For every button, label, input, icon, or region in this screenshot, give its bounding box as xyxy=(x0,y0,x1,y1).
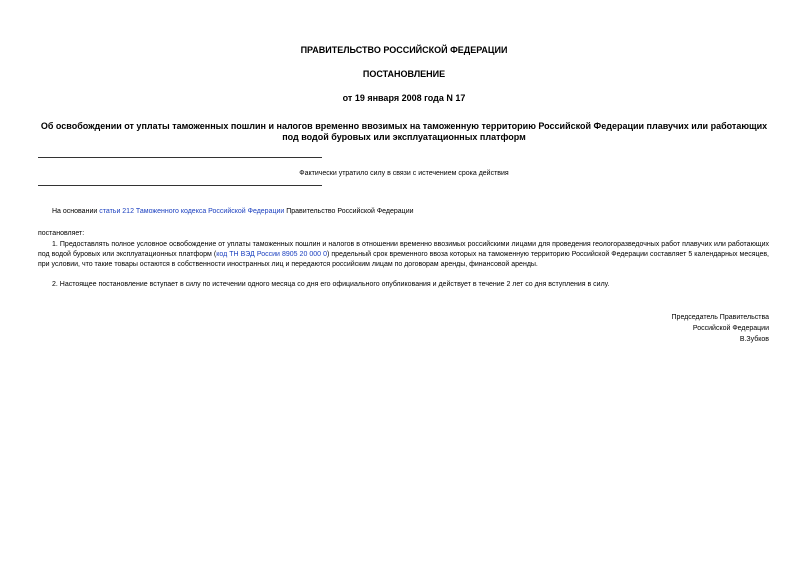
document-date-number: от 19 января 2008 года N 17 xyxy=(342,93,466,103)
status-note: Фактически утратило силу в связи с истечением срока действия xyxy=(299,170,509,177)
issuing-authority: ПРАВИТЕЛЬСТВО РОССИЙСКОЙ ФЕДЕРАЦИИ xyxy=(300,45,508,55)
decides-label: постановляет: xyxy=(38,230,85,237)
tax-code-article-link[interactable]: статьи 212 Таможенного кодекса Российской Федерации xyxy=(99,208,285,215)
clause-1-text-b: ) предельный срок временного ввоза которых на таможенную территорию Российской Федерации составляет 5 календарных месяцев, при условии, что такие товары остаются в собственности иностранных лиц и передаются российским лицам по договорам аренды, финансовой аренды. xyxy=(38,251,769,268)
preamble-prefix: На основании xyxy=(52,208,100,215)
signature-title-line-2: Российской Федерации xyxy=(692,325,769,332)
signature-block xyxy=(569,312,769,345)
signatory-name: В.Зубков xyxy=(739,336,769,343)
document-title-line-1: Об освобождении от уплаты таможенных пошлин и налогов временно ввозимых на таможенную территорию Российской Федерации плавучих или работающих xyxy=(40,121,768,131)
signature-title-line-1: Председатель Правительства xyxy=(671,314,769,321)
clause-2: 2. Настоящее постановление вступает в силу по истечении одного месяца со дня его официального опубликования и действует в течение 2 лет со дня вступления в силу. xyxy=(52,281,610,288)
clause-1-text-a: 1. Предоставлять полное условное освобождение от уплаты таможенных пошлин и налогов в отношении временно ввозимых российскими лицами для проведения геологоразведочных работ плавучих или работающих под водой буровых или эксплуатационных платформ ( xyxy=(38,241,769,258)
clause-1 xyxy=(38,240,769,270)
document-title xyxy=(36,121,772,143)
divider-top xyxy=(38,157,322,158)
divider-bottom xyxy=(38,185,322,186)
preamble-suffix: Правительство Российской Федерации xyxy=(284,208,414,215)
document-title-line-2: под водой буровых или эксплуатационных платформ xyxy=(282,132,526,142)
preamble xyxy=(52,207,772,217)
customs-code-link[interactable]: код ТН ВЭД России 8905 20 000 0 xyxy=(216,251,327,258)
document-type: ПОСТАНОВЛЕНИЕ xyxy=(362,69,446,79)
